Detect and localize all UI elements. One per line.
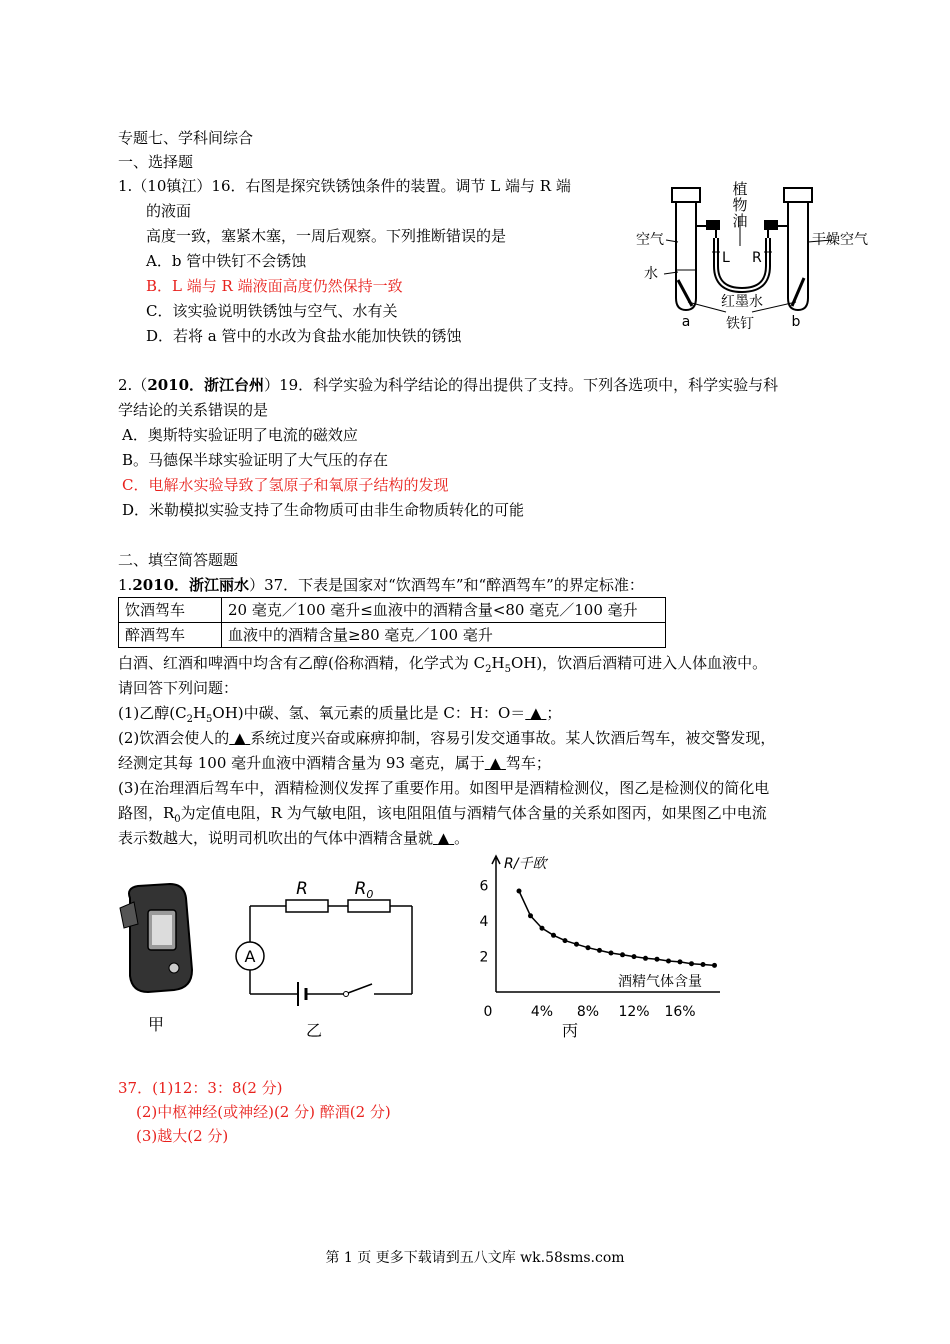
x-tick-label: 12% [618,1004,650,1020]
chart-point [689,961,694,966]
y-tick-label: 4 [479,914,489,931]
table-cell: 血液中的酒精含量≥80 毫克／100 毫升 [222,623,666,648]
switch-symbol [348,984,372,993]
answer-blank [229,729,250,747]
q3-sub2-line1 [118,728,775,748]
q2-line2: 学结论的关系错误的是 [118,401,269,419]
q1-line2: 的液面 [146,202,192,220]
x-tick-label: 4% [530,1004,554,1020]
chart-point [701,962,706,967]
blank-mark: ▲ [234,729,246,747]
fig-label-red-ink: 红墨水 [721,294,763,310]
answer-line1: 37．(1)12：3：8(2 分) [118,1079,283,1097]
q3-sub3-line3 [118,828,469,848]
text-run: OH)，饮酒后酒精可进入人体血液中。 [510,654,768,672]
resistor-r0-symbol [348,900,390,912]
table-cell: 饮酒驾车 [119,598,222,623]
chart-point [563,938,568,943]
section-fill-title: 二、填空简答题题 [118,551,239,569]
figure-label-bing: 丙 [561,1021,579,1040]
fig-label-nail: 铁钉 [726,316,754,332]
chart-point [551,933,556,938]
fig-label-zhi: 植 [732,180,748,198]
blank-mark: ▲ [530,704,542,722]
fig-label-b: b [791,314,801,330]
y-tick-label: 6 [479,878,489,895]
doc-heading: 专题七、学科间综合 [118,129,254,147]
fig-label-L: L [722,250,730,266]
text-run: (2)饮酒会使人的 [118,729,230,747]
text-run: ； [546,704,562,722]
figure-label-yi: 乙 [305,1021,323,1040]
text-run: 白酒、红酒和啤酒中均含有乙醇(俗称酒精，化学式为 C [118,654,486,672]
answer-line3: (3)越大(2 分) [136,1127,229,1145]
origin-label: 0 [483,1004,493,1020]
answer-blank [525,704,546,722]
q1-option-d: D．若将 a 管中的水改为食盐水能加快铁的锈蚀 [146,327,462,345]
circuit-figure [226,876,426,1042]
fig-label-you: 油 [732,212,748,230]
q3-line1 [118,575,644,595]
ammeter-label: A [244,947,256,966]
table-cell: 20 毫克／100 毫升≤血液中的酒精含量<80 毫克／100 毫升 [222,598,666,623]
x-axis-label: 酒精气体含量 [618,974,702,990]
q1-option-a: A．b 管中铁钉不会锈蚀 [146,252,307,270]
text-run: (1)乙醇(C [118,704,187,722]
q1-line3: 高度一致，塞紧木塞，一周后观察。下列推断错误的是 [146,227,507,245]
chart-point [632,954,637,959]
chart-point [712,963,717,968]
q3-sub3-line2 [118,803,767,830]
chart-series-line [519,891,715,965]
resistor-r-label: R [296,879,308,899]
text-run: 。 [454,829,470,847]
q1-option-c: C．该实验说明铁锈蚀与空气、水有关 [146,302,398,320]
chart-point [517,889,522,894]
chart-point [528,913,533,918]
blank-mark: ▲ [437,829,450,847]
resistance-alcohol-chart [470,850,750,1044]
subscript: 2 [186,714,193,725]
q2-num: 2.（ [118,376,148,394]
x-tick-label: 16% [664,1004,696,1020]
q3-stem: ）37．下表是国家对“饮酒驾车”和“醉酒驾车”的界定标准： [249,576,644,594]
fig-label-wu: 物 [732,196,748,214]
q3-sub3-line1: (3)在治理酒后驾车中，酒精检测仪发挥了重要作用。如图甲是酒精检测仪，图乙是检测仪的简化电 [118,779,770,797]
q2-option-b: B。马德保半球实验证明了大气压的存在 [122,451,389,469]
q3-num: 1. [118,576,133,594]
text-run: 路图，R [118,804,175,822]
answer-blank [433,829,454,847]
q3-sub2-line2 [118,753,551,773]
chart-point [666,959,671,964]
text-run: 驾车； [505,754,551,772]
q3-sub1 [118,703,561,730]
text-run: H [491,654,505,672]
resistor-r-symbol [286,900,328,912]
q2-option-a: A．奥斯特实验证明了电流的磁效应 [122,426,358,444]
y-axis-label: R/千欧 [504,856,547,872]
chart-point [643,956,648,961]
subscript: 0 [174,814,181,825]
table-cell: 醉酒驾车 [119,623,222,648]
q2-stem: ）19．科学实验为科学结论的得出提供了支持。下列各选项中，科学实验与科 [264,376,779,394]
chart-point [574,942,579,947]
text-run: H [192,704,207,722]
chart-point [586,945,591,950]
q2-source: 2010．浙江台州 [147,376,265,394]
chart-point [620,952,625,957]
q2-option-d: D．米勒模拟实验支持了生命物质可由非生命物质转化的可能 [122,501,525,519]
figure-label-jia: 甲 [147,1015,165,1034]
fig-label-R: R [752,250,762,266]
drink-drive-standard-table [118,597,666,648]
blank-mark: ▲ [489,754,502,772]
q1-line1: 1.（10镇江）16．右图是探究铁锈蚀条件的装置。调节 L 端与 R 端 [118,177,571,195]
answer-blank [485,754,506,772]
text-run: 表示数越大，说明司机吹出的气体中酒精含量就 [118,829,434,847]
text-run: OH)中碳、氢、氧元素的质量比是 C：H：O＝ [212,704,526,722]
chart-point [540,926,545,931]
section-choice-title: 一、选择题 [118,153,194,171]
table-row [119,623,666,648]
subscript: 5 [206,714,213,725]
answer-line2: (2)中枢神经(或神经)(2 分) 醉酒(2 分) [136,1103,391,1121]
rust-apparatus-figure [636,180,886,336]
chart-point [655,957,660,962]
resistor-r0-label: $R_0$ [354,879,374,901]
chart-point [597,948,602,953]
fig-label-a: a [681,314,691,330]
subscript: 5 [504,664,511,675]
q2-line1 [118,375,778,395]
text-run: 经测定其每 100 毫升血液中酒精含量为 93 毫克，属于 [118,754,485,772]
page-footer: 第 1 页 更多下载请到五八文库 wk.58sms.com [325,1250,625,1266]
fig-label-air: 空气 [636,232,664,248]
q3-para2: 请回答下列问题： [118,679,239,697]
chart-point [678,959,683,964]
q3-para1 [118,653,767,680]
breathalyzer-figure [112,880,202,1040]
q1-option-b: B．L 端与 R 端液面高度仍然保持一致 [146,277,403,295]
text-run: 为定值电阻，R 为气敏电阻，该电阻阻值与酒精气体含量的关系如图丙，如果图乙中电流 [180,804,767,822]
q2-option-c: C．电解水实验导致了氢原子和氧原子结构的发现 [122,476,449,494]
x-tick-label: 8% [576,1004,600,1020]
fig-label-dry-air: 干燥空气 [812,232,868,248]
chart-point [609,951,614,956]
text-run: 系统过度兴奋或麻痹抑制，容易引发交通事故。某人饮酒后驾车，被交警发现， [250,729,776,747]
subscript: 2 [485,664,492,675]
table-row [119,598,666,623]
q3-source: 2010．浙江丽水 [132,576,250,594]
fig-label-water: 水 [644,266,658,282]
y-tick-label: 2 [479,949,489,966]
